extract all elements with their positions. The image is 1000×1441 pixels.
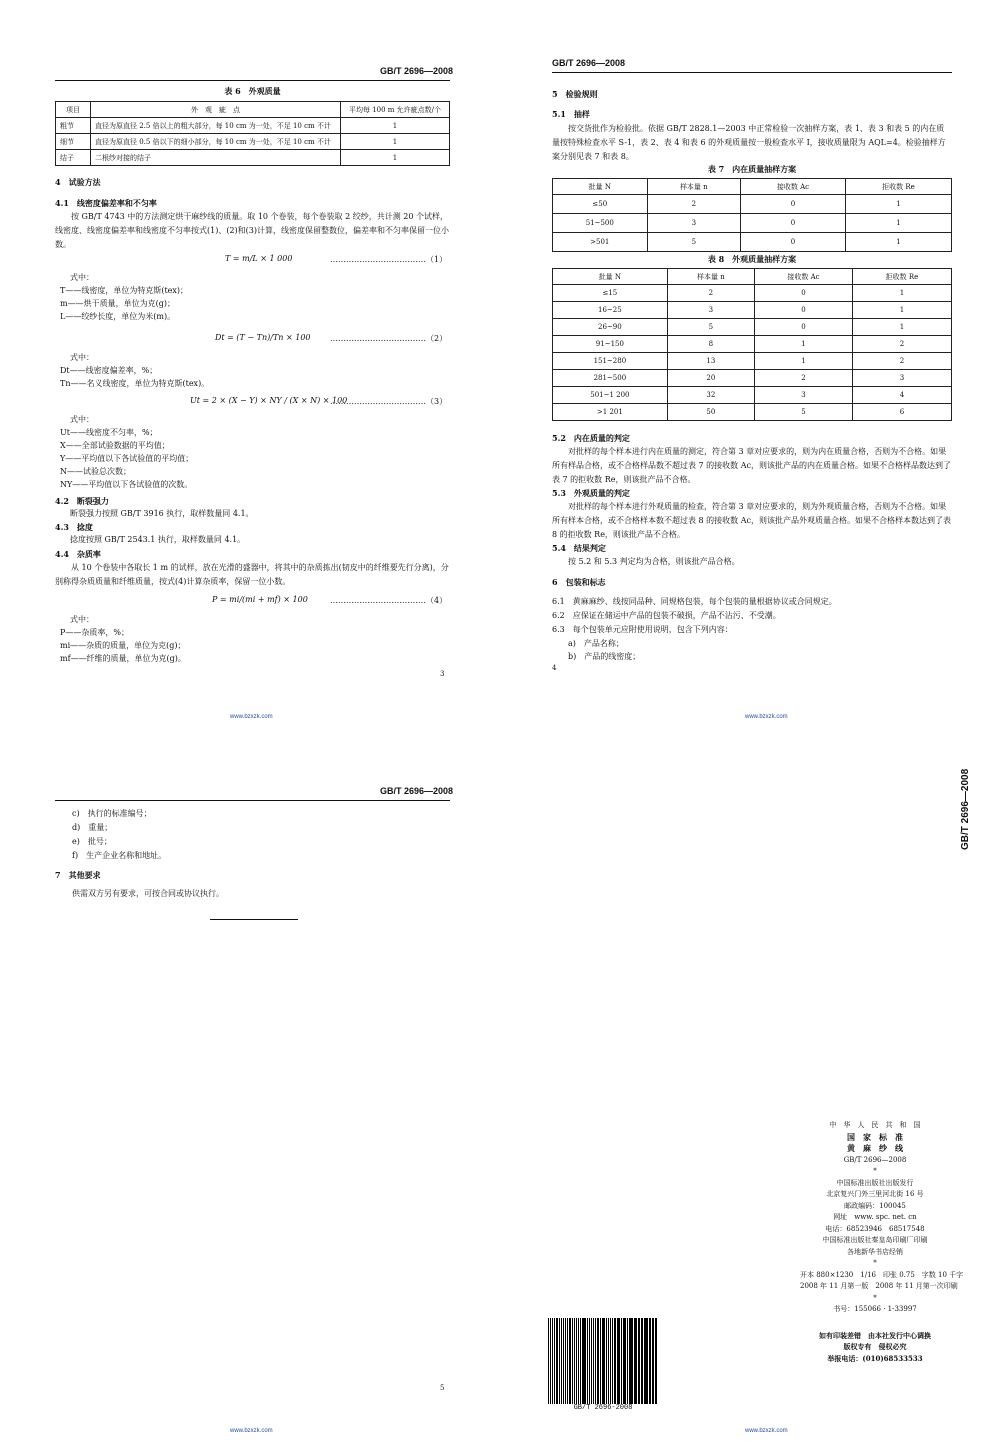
barcode-bar	[602, 1318, 603, 1404]
barcode-bar	[554, 1318, 555, 1404]
barcode-bar	[638, 1318, 639, 1404]
table-row	[553, 404, 952, 421]
colophon-line: 2008 年 11 月第一版 2008 年 11 月第一次印刷	[800, 1282, 958, 1290]
table8-cell: 1	[755, 353, 853, 370]
watermark: www.bzxzk.com	[745, 1428, 788, 1434]
section-5-1-text: 按交货批作为检验批。依据 GB/T 2828.1—2003 中正常检验一次抽样方案，表 1、表 3 和表 5 的内在质量按特殊检查水平 S-1，表 2、表 4 和表 6 的外观质量按一般检查水平 I，接收质量限为 AQL=4。检验抽样方案分别见表 7 和表 8。	[552, 124, 946, 161]
barcode-bar	[617, 1318, 618, 1404]
table6-cell: 1	[341, 150, 450, 166]
colophon-line: GB/T 2696—2008	[843, 1155, 907, 1164]
section-7-text: 供需双方另有要求，可按合同或协议执行。	[72, 889, 224, 898]
symbol-definition: mf——纤维的质量，单位为克(g)。	[60, 654, 186, 663]
section-4-3-heading: 4.3 捻度	[55, 522, 93, 532]
barcode-bar	[569, 1318, 571, 1404]
list-item: f) 生产企业名称和地址。	[72, 851, 167, 860]
colophon-line: 版权专有 侵权必究	[843, 1342, 907, 1351]
barcode-bar	[650, 1318, 651, 1404]
table7-cell: 0	[741, 195, 846, 214]
table8-cell: 50	[667, 404, 754, 421]
page3-header-code: GB/T 2696—2008	[380, 66, 454, 76]
symbol-definition: Y——平均值以下各试验值的平均值；	[60, 454, 194, 463]
table7-header: 批量 N	[553, 179, 648, 195]
table6-header: 外 观 疵 点	[91, 102, 341, 118]
table7-cell: 51~500	[553, 214, 648, 233]
spine-code: GB/T 2696—2008	[960, 768, 971, 850]
table-row	[553, 387, 952, 404]
table-row	[56, 150, 450, 166]
barcode-bar	[578, 1318, 579, 1404]
table7-cell: 1	[845, 195, 951, 214]
barcode-bar	[608, 1318, 609, 1404]
barcode-bar	[624, 1318, 625, 1404]
barcode-bar	[627, 1318, 628, 1404]
table8-cell: 91~150	[553, 336, 668, 353]
table-row	[553, 370, 952, 387]
section-4-4-text: 从 10 个卷装中各取长 1 m 的试样，放在光滑的盛器中，将其中的杂质拣出(韧皮中的纤维要先行分离)，分别称得杂质质量和纤维质量，按式(4)计算杂质率，保留一位小数。	[55, 563, 449, 586]
table6-header: 平均每 100 m 允许疵点数/个	[341, 102, 450, 118]
barcode-bar	[641, 1318, 642, 1404]
end-rule	[210, 919, 298, 920]
barcode-bar	[593, 1318, 594, 1404]
symbol-definition: N——试验总次数；	[60, 467, 131, 476]
watermark: www.bzxzk.com	[230, 1428, 273, 1434]
table8-cell: 501~1 200	[553, 387, 668, 404]
symbol-definition: L——绞纱长度，单位为米(m)。	[60, 312, 176, 321]
colophon-line: 如有印装差错 由本社发行中心调换	[819, 1330, 931, 1340]
formula-1: T = m/L × 1 000	[225, 254, 293, 263]
table8-cell: 3	[667, 302, 754, 319]
barcode-bar	[652, 1318, 653, 1404]
colophon-line: 中国标准出版社出版发行	[836, 1178, 914, 1187]
watermark: www.bzxzk.com	[230, 714, 273, 720]
colophon-line: *	[873, 1167, 877, 1175]
barcode-bar	[597, 1318, 599, 1404]
table8	[552, 268, 952, 421]
table8-cell: 5	[667, 319, 754, 336]
section-5-heading: 5 检验规则	[552, 89, 598, 99]
section-6-1-text: 6.1 黄麻麻纱、线按同品种、同规格包装，每个包装的量根据协议或合同规定。	[552, 597, 837, 606]
section-5-4-text: 按 5.2 和 5.3 判定均为合格，则该批产品合格。	[568, 557, 740, 566]
table8-cell: 1	[852, 302, 951, 319]
colophon-line: 国 家 标 准	[847, 1131, 903, 1142]
table8-cell: 281~500	[553, 370, 668, 387]
page5-header-code: GB/T 2696—2008	[380, 786, 454, 796]
table6-header: 项目	[56, 102, 91, 118]
table7-cell: ≤50	[553, 195, 648, 214]
table-row	[553, 302, 952, 319]
section-4-1-text: 按 GB/T 4743 中的方法测定烘干麻纱线的质量。取 10 个卷装，每个卷装取 2 绞纱，共计测 20 个试样，线密度、线密度偏差率和线密度不匀率按式(1)、(2)和(3)计算，线密度保留整数位，偏差率和不匀率保留一位小数。	[55, 212, 449, 249]
table7-cell: 0	[741, 233, 846, 252]
barcode-bar	[563, 1318, 564, 1404]
section-5-1-heading: 5.1 抽样	[552, 109, 590, 119]
formula-3-number: ………………………………（3）	[330, 397, 448, 406]
table-row	[56, 118, 450, 134]
section-4-heading: 4 试验方法	[55, 177, 101, 187]
symbol-definition: Dt——线密度偏差率，%；	[60, 366, 158, 375]
formula-1-number: ………………………………（1）	[330, 255, 448, 264]
table8-cell: 3	[755, 387, 853, 404]
table7-header: 接收数 Ac	[741, 179, 846, 195]
barcode-bar	[589, 1318, 590, 1404]
barcode-bar	[635, 1318, 636, 1404]
list-item: b) 产品的线密度；	[568, 652, 641, 661]
table8-header: 批量 N	[553, 269, 668, 285]
table-row	[553, 319, 952, 336]
barcode-bar	[630, 1318, 632, 1404]
table8-cell: 1	[852, 285, 951, 302]
table8-cell: 5	[755, 404, 853, 421]
colophon	[800, 1120, 964, 1364]
barcode-bar	[614, 1318, 616, 1404]
table-row	[553, 214, 952, 233]
table8-cell: 1	[852, 319, 951, 336]
table8-cell: 2	[667, 285, 754, 302]
barcode-bar	[559, 1318, 560, 1404]
barcode-bar	[610, 1318, 611, 1404]
table6-cell: 1	[341, 118, 450, 134]
table7-cell: 3	[647, 214, 741, 233]
section-6-heading: 6 包装和标志	[552, 577, 606, 587]
formula-4-number: ………………………………（4）	[330, 596, 448, 605]
table8-cell: 2	[852, 336, 951, 353]
section-4-2-heading: 4.2 断裂强力	[55, 496, 109, 506]
page-number: 4	[552, 664, 557, 672]
section-5-3-heading: 5.3 外观质量的判定	[552, 488, 630, 498]
barcode-bar	[600, 1318, 601, 1404]
where-label: 式中：	[70, 273, 94, 282]
barcode-bar	[552, 1318, 553, 1404]
page5-header-rule	[55, 800, 450, 801]
barcode-bar	[567, 1318, 568, 1404]
table-row	[553, 195, 952, 214]
table8-header: 接收数 Ac	[755, 269, 853, 285]
table-row	[56, 134, 450, 150]
section-4-1-heading: 4.1 线密度偏差率和不匀率	[55, 198, 157, 208]
barcode-bar	[623, 1318, 624, 1404]
barcode-bar	[606, 1318, 607, 1404]
table8-cell: 6	[852, 404, 951, 421]
barcode-bar	[548, 1318, 549, 1404]
symbol-definition: Tn——名义线密度，单位为特克斯(tex)。	[60, 379, 210, 388]
barcode-bar	[582, 1318, 583, 1404]
list-item: a) 产品名称；	[568, 639, 624, 648]
table8-cell: 4	[852, 387, 951, 404]
barcode-bar	[649, 1318, 650, 1404]
watermark: www.bzxzk.com	[745, 714, 788, 720]
barcode-bar	[572, 1318, 573, 1404]
where-label: 式中：	[70, 353, 94, 362]
colophon-line: 各地新华书店经销	[847, 1247, 903, 1256]
barcode-bar	[595, 1318, 596, 1404]
colophon-line: 开本 880×1230 1/16 印张 0.75 字数 10 千字	[800, 1270, 964, 1279]
table8-cell: 0	[755, 319, 853, 336]
barcode-bar	[556, 1318, 558, 1404]
barcode-bar	[644, 1318, 645, 1404]
page4-header-code: GB/T 2696—2008	[552, 58, 626, 68]
table7-caption: 表 7 内在质量抽样方案	[707, 164, 797, 174]
barcode-bar	[583, 1318, 585, 1404]
table8-cell: 13	[667, 353, 754, 370]
table6-cell: 粗节	[56, 118, 91, 134]
table8-cell: 3	[852, 370, 951, 387]
table8-caption: 表 8 外观质量抽样方案	[707, 254, 797, 264]
table6-cell: 结子	[56, 150, 91, 166]
table8-cell: 8	[667, 336, 754, 353]
table6-cell: 直径为原直径 2.5 倍以上的粗大部分，每 10 cm 为一处，不足 10 cm 不计	[91, 118, 341, 134]
colophon-line: 举报电话：(010)68533533	[827, 1353, 923, 1363]
table8-cell: 1	[755, 336, 853, 353]
table-row	[553, 336, 952, 353]
barcode-bar	[574, 1318, 575, 1404]
table6	[55, 101, 450, 166]
table6-cell: 直径为原直径 0.5 倍以下的细小部分，每 10 cm 为一处，不足 10 cm 不计	[91, 134, 341, 150]
table7-cell: 0	[741, 214, 846, 233]
symbol-definition: NY——平均值以下各试验值的次数。	[60, 480, 193, 489]
table8-cell: 20	[667, 370, 754, 387]
table7-cell: 1	[845, 214, 951, 233]
barcode-text: GB/T 2696-2008	[573, 1404, 633, 1412]
barcode-bar	[576, 1318, 577, 1404]
table8-cell: 32	[667, 387, 754, 404]
section-5-2-text: 对批样的每个样本进行内在质量的测定，符合第 3 章对应要求的，则为内在质量合格，否则为不合格。如果所有样品合格，或不合格样品数不超过表 7 的接收数 Ac，则该批产品的内在质量合格。如果不合格样品数达到了表 7 的拒收数 Re，则该批产品不合格。	[552, 447, 951, 484]
where-label: 式中：	[70, 615, 94, 624]
symbol-definition: Ut——线密度不匀率，%；	[60, 428, 158, 437]
section-5-4-heading: 5.4 结果判定	[552, 543, 606, 553]
section-6-2-text: 6.2 应保证在储运中产品的包装不破损，产品不沾污、不受潮。	[552, 611, 781, 620]
barcode-bar	[634, 1318, 635, 1404]
section-4-4-heading: 4.4 杂质率	[55, 549, 101, 559]
symbol-definition: T——线密度，单位为特克斯(tex)；	[60, 286, 189, 295]
table8-cell: 2	[755, 370, 853, 387]
table8-cell: 151~280	[553, 353, 668, 370]
colophon-line: 黄 麻 纱 线	[847, 1143, 903, 1153]
table7-header: 拒收数 Re	[845, 179, 951, 195]
barcode-bar	[612, 1318, 613, 1404]
symbol-definition: X——全部试验数据的平均值；	[60, 441, 170, 450]
table6-caption: 表 6 外观质量	[224, 86, 281, 96]
table8-cell: 0	[755, 302, 853, 319]
barcode-bar	[603, 1318, 604, 1404]
table8-cell: 26~90	[553, 319, 668, 336]
colophon-line: 中国标准出版社秦皇岛印刷厂印刷	[822, 1236, 928, 1244]
colophon-line: 中 华 人 民 共 和 国	[829, 1121, 921, 1129]
table8-cell: 0	[755, 285, 853, 302]
barcode-bar	[587, 1318, 588, 1404]
colophon-line: 北京复兴门外三里河北街 16 号	[826, 1190, 924, 1198]
table8-cell: 2	[852, 353, 951, 370]
section-5-2-heading: 5.2 内在质量的判定	[552, 433, 630, 443]
symbol-definition: P——杂质率，%；	[60, 628, 129, 637]
barcode-bar	[639, 1318, 640, 1404]
table6-cell: 细节	[56, 134, 91, 150]
barcode	[548, 1318, 658, 1404]
table7-header: 样本量 n	[647, 179, 741, 195]
section-6-3-text: 6.3 每个包装单元应附使用说明，包含下列内容：	[552, 625, 733, 634]
where-label: 式中：	[70, 415, 94, 424]
section-4-2-text: 断裂强力按照 GB/T 3916 执行，取样数量同 4.1。	[70, 509, 254, 518]
colophon-line: 电话：68523946 68517548	[825, 1224, 925, 1233]
formula-4: P = mi/(mi + mf) × 100	[212, 595, 308, 604]
table-row	[553, 353, 952, 370]
barcode-bar	[655, 1318, 656, 1404]
barcode-bar	[618, 1318, 619, 1404]
list-item: d) 重量；	[72, 823, 113, 832]
table8-header: 样本量 n	[667, 269, 754, 285]
table8-cell: ≤15	[553, 285, 668, 302]
list-item: c) 执行的标准编号；	[72, 809, 152, 818]
page3-header-rule	[55, 80, 450, 81]
table-row	[553, 233, 952, 252]
formula-3: Ut = 2 × (X − Y) × NY / (X × N) × 100	[190, 396, 348, 405]
colophon-line: *	[873, 1293, 877, 1302]
section-5-3-text: 对批样的每个样本进行外观质量的检查，符合第 3 章对应要求的，则为外观质量合格，否则为不合格。如果所有样本合格，或不合格样本数不超过表 8 的接收数 Ac，则该批产品外观质量合格。如果不合格样本数达到了表 8 的拒收数 Re，则该批产品不合格。	[552, 502, 951, 539]
barcode-bar	[591, 1318, 592, 1404]
table-row	[553, 285, 952, 302]
barcode-bar	[565, 1318, 566, 1404]
symbol-definition: m——烘干质量，单位为克(g)；	[60, 299, 175, 308]
barcode-bar	[656, 1318, 657, 1404]
table8-cell: >1 201	[553, 404, 668, 421]
barcode-bar	[561, 1318, 562, 1404]
colophon-line: 网址 www. spc. net. cn	[833, 1213, 917, 1221]
page-number: 3	[440, 670, 445, 678]
page-number: 5	[440, 1384, 445, 1392]
table7-cell: >501	[553, 233, 648, 252]
formula-2-number: ………………………………（2）	[330, 334, 448, 343]
table7	[552, 178, 952, 252]
formula-2: Dt = (T − Tn)/Tn × 100	[215, 333, 311, 342]
section-4-3-text: 捻度按照 GB/T 2543.1 执行，取样数量同 4.1。	[70, 535, 246, 544]
page4-header-rule	[552, 72, 952, 73]
table8-header: 拒收数 Re	[852, 269, 951, 285]
list-item: e) 批号；	[72, 837, 112, 846]
colophon-line: *	[873, 1259, 877, 1267]
table7-cell: 5	[647, 233, 741, 252]
colophon-line: 邮政编码：100045	[844, 1201, 906, 1210]
section-7-heading: 7 其他要求	[55, 870, 101, 880]
barcode-bar	[580, 1318, 581, 1404]
barcode-bar	[629, 1318, 630, 1404]
colophon-line: 书号：155066 · 1-33997	[833, 1305, 917, 1313]
table7-cell: 2	[647, 195, 741, 214]
barcode-bar	[550, 1318, 551, 1404]
symbol-definition: mi——杂质的质量，单位为克(g)；	[60, 641, 186, 650]
table7-cell: 1	[845, 233, 951, 252]
table6-cell: 1	[341, 134, 450, 150]
table6-cell: 二根纱对接的结子	[91, 150, 341, 166]
table8-cell: 16~25	[553, 302, 668, 319]
barcode-bar	[645, 1318, 647, 1404]
barcode-bar	[621, 1318, 622, 1404]
